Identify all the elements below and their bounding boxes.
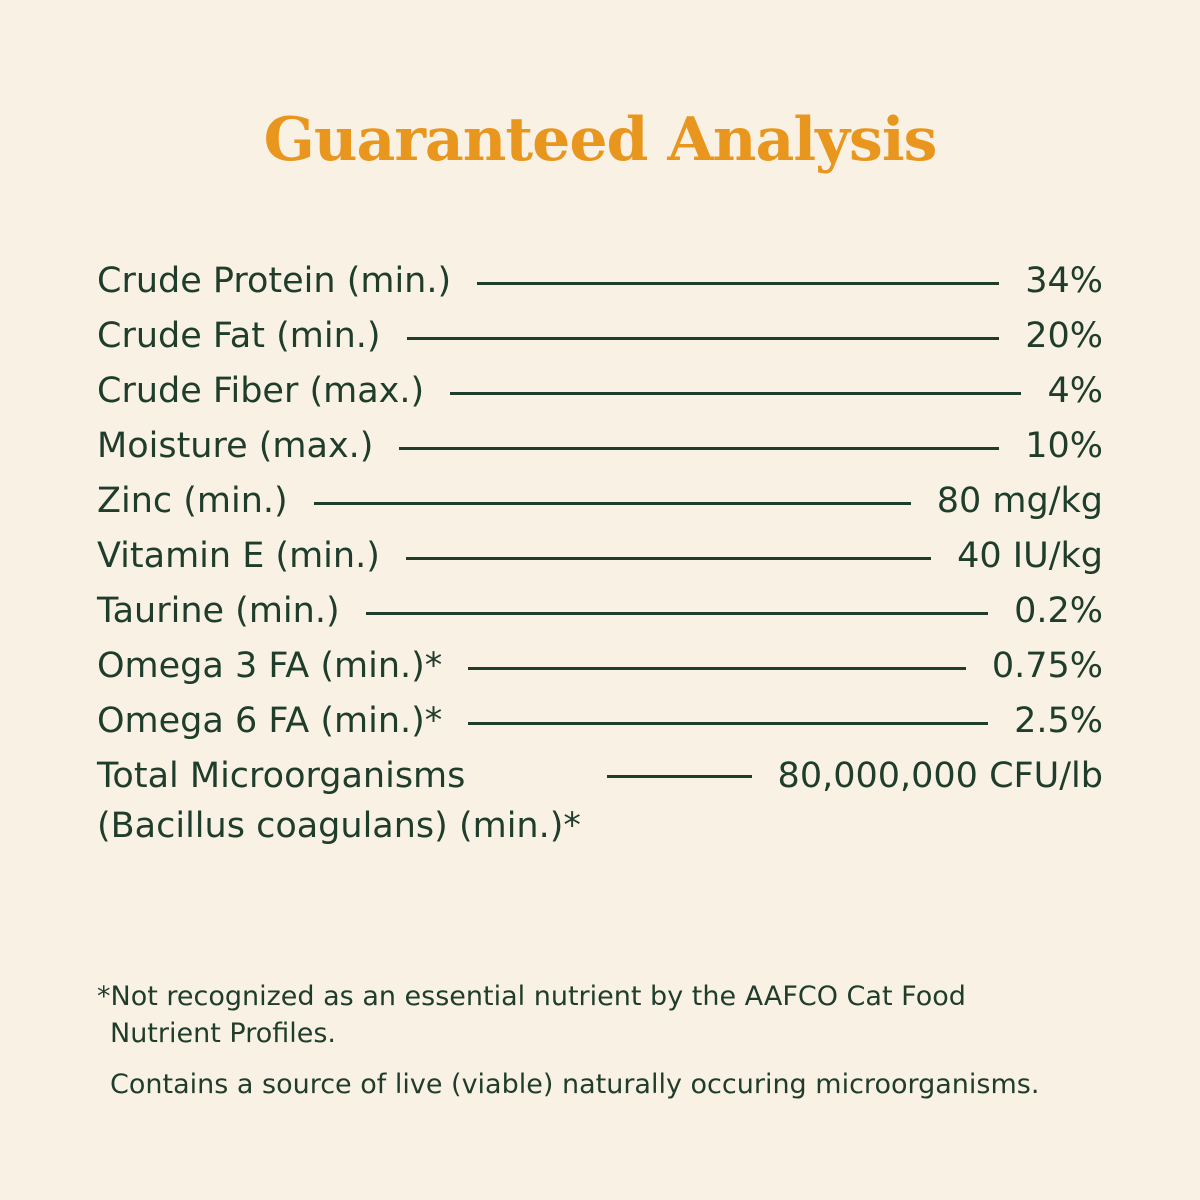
- row-label: Zinc (min.): [97, 481, 288, 521]
- analysis-row-crude-protein: [97, 254, 1103, 309]
- row-value: 34%: [1025, 261, 1103, 301]
- row-value: 0.75%: [991, 646, 1103, 686]
- analysis-row-crude-fat: [97, 309, 1103, 364]
- leader-line: [450, 392, 1021, 395]
- leader-line: [314, 502, 911, 505]
- leader-line: [366, 612, 988, 615]
- analysis-row-taurine: [97, 584, 1103, 639]
- row-label: Crude Protein (min.): [97, 261, 452, 301]
- page-title: Guaranteed Analysis: [263, 105, 937, 175]
- row-label: Moisture (max.): [97, 426, 374, 466]
- footnotes: [97, 978, 1107, 1103]
- row-label: Crude Fiber (max.): [97, 371, 425, 411]
- leader-line: [399, 447, 999, 450]
- analysis-row-zinc: [97, 474, 1103, 529]
- row-value: 80,000,000 CFU/lb: [777, 756, 1103, 796]
- leader-line: [406, 557, 931, 560]
- row-label: Vitamin E (min.): [97, 536, 380, 576]
- analysis-row-omega-3: [97, 639, 1103, 694]
- analysis-row-moisture: [97, 419, 1103, 474]
- leader-line: [477, 282, 999, 285]
- leader-line: [468, 722, 988, 725]
- row-value: 2.5%: [1014, 701, 1103, 741]
- leader-line: [468, 667, 966, 670]
- row-label-line2: (Bacillus coagulans) (min.)*: [97, 806, 581, 846]
- row-label: [97, 751, 581, 851]
- leader-line: [407, 337, 1000, 340]
- row-value: 0.2%: [1014, 591, 1103, 631]
- row-label: Crude Fat (min.): [97, 316, 381, 356]
- row-value: 80 mg/kg: [936, 481, 1103, 521]
- row-label: Omega 3 FA (min.)*: [97, 646, 443, 686]
- analysis-row-vitamin-e: [97, 529, 1103, 584]
- analysis-table: [97, 254, 1103, 849]
- analysis-row-crude-fiber: [97, 364, 1103, 419]
- row-value: 4%: [1047, 371, 1103, 411]
- row-value: 40 IU/kg: [957, 536, 1103, 576]
- leader-line: [607, 775, 752, 778]
- row-label-line1: Total Microorganisms: [97, 756, 466, 796]
- analysis-row-microorganisms: [97, 749, 1103, 849]
- analysis-row-omega-6: [97, 694, 1103, 749]
- footnote-microorganisms: Contains a source of live (viable) naturally occuring microorganisms.: [110, 1069, 1040, 1100]
- row-value: 10%: [1025, 426, 1103, 466]
- row-value: 20%: [1025, 316, 1103, 356]
- row-label: Taurine (min.): [97, 591, 340, 631]
- footnote-aafco: *Not recognized as an essential nutrient by the AAFCO Cat Food Nutrient Profiles.: [97, 981, 966, 1049]
- row-label: Omega 6 FA (min.)*: [97, 701, 443, 741]
